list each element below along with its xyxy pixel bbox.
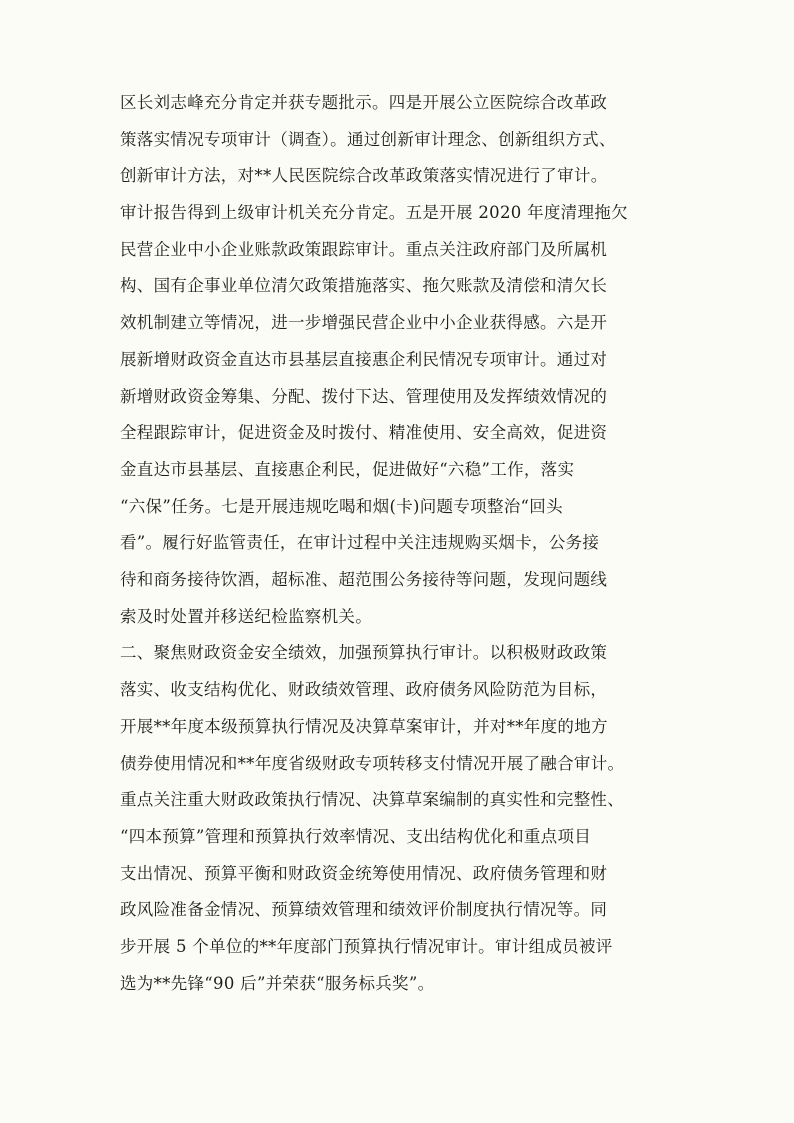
section-heading-line: 二、聚焦财政资金安全绩效，加强预算执行审计。以积极财政政策: [120, 643, 608, 662]
text-line: 构、国有企事业单位清欠政策措施落实、拖欠账款及清偿和清欠长: [120, 276, 608, 295]
text-line: 金直达市县基层、直接惠企利民，促进做好“六稳”工作，落实: [120, 460, 575, 479]
text-line: 新增财政资金筹集、分配、拨付下达、管理使用及发挥绩效情况的: [120, 387, 608, 406]
text-line: 步开展 5 个单位的**年度部门预算执行情况审计。审计组成员被评: [120, 937, 613, 956]
text-line: 索及时处置并移送纪检监察机关。: [120, 607, 372, 626]
text-line: 区长刘志峰充分肯定并获专题批示。四是开展公立医院综合改革政: [120, 93, 608, 112]
text-line: 选为**先锋“90 后”并荣获“服务标兵奖”。: [120, 974, 435, 993]
text-line: “四本预算”管理和预算执行效率情况、支出结构优化和重点项目: [120, 827, 592, 846]
text-line: 开展**年度本级预算执行情况及决算草案审计，并对**年度的地方: [120, 717, 608, 736]
text-line: 策落实情况专项审计（调查）。通过创新审计理念、创新组织方式、: [120, 130, 616, 149]
text-line: 民营企业中小企业账款政策跟踪审计。重点关注政府部门及所属机: [120, 240, 608, 259]
text-line: 展新增财政资金直达市县基层直接惠企利民情况专项审计。通过对: [120, 350, 608, 369]
text-line: 政风险准备金情况、预算绩效管理和绩效评价制度执行情况等。同: [120, 900, 608, 919]
text-line: 债券使用情况和**年度省级财政专项转移支付情况开展了融合审计。: [120, 754, 625, 773]
text-line: 创新审计方法，对**人民医院综合改革政策落实情况进行了审计。: [120, 166, 608, 185]
text-line: 审计报告得到上级审计机关充分肯定。五是开展 2020 年度清理拖欠: [120, 203, 628, 222]
text-line: 重点关注重大财政政策执行情况、决算草案编制的真实性和完整性、: [120, 790, 624, 809]
text-line: 全程跟踪审计，促进资金及时拨付、精准使用、安全高效，促进资: [120, 423, 608, 442]
text-line: 支出情况、预算平衡和财政资金统筹使用情况、政府债务管理和财: [120, 864, 608, 883]
text-line: 效机制建立等情况，进一步增强民营企业中小企业获得感。六是开: [120, 313, 608, 332]
text-line: 落实、收支结构优化、财政绩效管理、政府债务风险防范为目标，: [120, 680, 608, 699]
text-line: “六保”任务。七是开展违规吃喝和烟(卡)问题专项整治“回头: [120, 497, 563, 516]
text-line: 看”。履行好监管责任，在审计过程中关注违规购买烟卡，公务接: [120, 533, 600, 552]
text-line: 待和商务接待饮酒，超标准、超范围公务接待等问题，发现问题线: [120, 570, 608, 589]
